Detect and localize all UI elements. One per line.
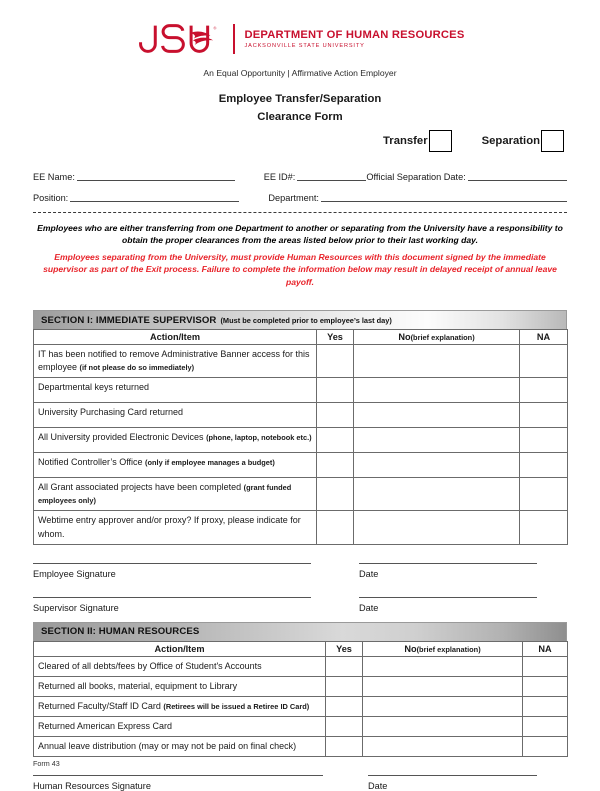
row-yes-cell[interactable] [317,453,354,478]
form-title-line1: Employee Transfer/Separation [218,93,382,105]
letterhead [0,0,600,56]
col-na: NA [523,641,568,656]
hr-signature-row [33,775,567,791]
ee-id-input[interactable] [297,169,366,181]
col-yes: Yes [317,330,354,345]
position-label: Position: [33,193,69,203]
hr-signature-field[interactable] [33,775,323,791]
row-na-cell[interactable] [520,345,568,378]
row-na-cell[interactable] [520,428,568,453]
col-action-item: Action/Item [34,641,326,656]
separation-label: Separation [481,135,540,147]
row-no-cell[interactable] [354,478,520,511]
type-checkbox-row [0,130,600,152]
field-row-2 [33,190,567,203]
row-na-cell[interactable] [523,676,568,696]
section2-table [33,641,568,757]
transfer-checkbox[interactable] [429,130,452,152]
col-no: No(brief explanation) [354,330,520,345]
department-lines [244,29,464,49]
row-item-label: Departmental keys returned [34,378,317,403]
row-yes-cell[interactable] [317,403,354,428]
row-item-label: Returned all books, material, equipment to Library [34,676,326,696]
ee-id-label: EE ID#: [263,172,296,182]
hr-date-label: Date [368,780,388,791]
row-item-label: Webtime entry approver and/or proxy? If proxy, please indicate for whom. [34,511,317,544]
col-yes: Yes [326,641,363,656]
employee-date-field[interactable] [359,563,537,579]
section1-signatures [33,563,567,613]
svg-text:®: ® [213,25,218,31]
row-na-cell[interactable] [523,696,568,716]
separation-date-label: Official Separation Date: [366,172,466,182]
supervisor-signature-label: Supervisor Signature [33,602,119,613]
row-no-cell[interactable] [363,656,523,676]
table-row [34,656,568,676]
table-row [34,428,568,453]
row-na-cell[interactable] [520,478,568,511]
employee-signature-field[interactable] [33,563,311,579]
university-name: JACKSONVILLE STATE UNIVERSITY [244,43,365,49]
section1-header [33,310,567,329]
row-no-cell[interactable] [363,676,523,696]
ee-name-label: EE Name: [33,172,75,182]
employee-signature-row [33,563,567,579]
row-no-cell[interactable] [354,378,520,403]
row-item-label: Returned Faculty/Staff ID Card (Retirees will be issued a Retiree ID Card) [34,696,326,716]
section1-note: (Must be completed prior to employee’s last day) [220,315,392,325]
logo-block [135,22,464,56]
field-row-1 [33,169,567,182]
row-na-cell[interactable] [523,736,568,756]
form-title-line2: Clearance Form [257,110,343,123]
row-na-cell[interactable] [520,403,568,428]
hr-signature-label: Human Resources Signature [33,780,151,791]
supervisor-date-label: Date [359,602,379,613]
department-label: Department: [268,193,319,203]
row-yes-cell[interactable] [326,676,363,696]
row-item-label: Returned American Express Card [34,716,326,736]
position-input[interactable] [70,190,239,202]
row-na-cell[interactable] [523,716,568,736]
notice-red: Employees separating from the University, must provide Human Resources with this document signed by the immediate supervisor as part of the Exit process. Failure to complete the information below may result in delayed receipt of annual leave payoff. [43,251,557,287]
table-row [34,736,568,756]
table-row [34,676,568,696]
row-no-cell[interactable] [354,453,520,478]
department-input[interactable] [321,190,567,202]
row-yes-cell[interactable] [326,656,363,676]
row-yes-cell[interactable] [317,378,354,403]
row-yes-cell[interactable] [326,736,363,756]
hr-date-field[interactable] [368,775,537,791]
row-no-cell[interactable] [354,428,520,453]
row-na-cell[interactable] [523,656,568,676]
row-yes-cell[interactable] [317,478,354,511]
row-no-cell[interactable] [354,511,520,544]
row-yes-cell[interactable] [317,428,354,453]
row-no-cell[interactable] [363,696,523,716]
dashed-divider [33,212,567,213]
row-item-label: All University provided Electronic Devices (phone, laptop, notebook etc.) [34,428,317,453]
section2-body [34,656,568,756]
table-row [34,378,568,403]
row-na-cell[interactable] [520,378,568,403]
row-item-label: Annual leave distribution (may or may not be paid on final check) [34,736,326,756]
table-row [34,511,568,544]
supervisor-signature-row [33,597,567,613]
row-no-cell[interactable] [363,716,523,736]
row-na-cell[interactable] [520,511,568,544]
separation-date-input[interactable] [468,169,567,181]
col-na: NA [520,330,568,345]
section2-header-row [34,641,568,656]
row-item-label: University Purchasing Card returned [34,403,317,428]
row-item-label: All Grant associated projects have been completed (grant funded employees only) [34,478,317,511]
table-row [34,403,568,428]
eeo-statement: An Equal Opportunity | Affirmative Action Employer [203,68,397,78]
col-no: No(brief explanation) [363,641,523,656]
row-no-cell[interactable] [354,345,520,378]
supervisor-signature-field[interactable] [33,597,311,613]
employee-signature-label: Employee Signature [33,568,116,579]
row-na-cell[interactable] [520,453,568,478]
section1-header-row [34,330,568,345]
row-item-label: Cleared of all debts/fees by Office of Student's Accounts [34,656,326,676]
table-row [34,478,568,511]
section1-body [34,345,568,544]
table-row [34,453,568,478]
section1-table [33,329,568,544]
ee-name-input[interactable] [77,169,235,181]
row-item-label: Notified Controller’s Office (only if employee manages a budget) [34,453,317,478]
row-yes-cell[interactable] [317,345,354,378]
col-action-item: Action/Item [34,330,317,345]
employee-date-label: Date [359,568,379,579]
row-no-cell[interactable] [363,736,523,756]
footer-form-number: Form 43 [33,759,60,768]
row-no-cell[interactable] [354,403,520,428]
jsu-logo-icon [135,22,227,56]
table-row [34,345,568,378]
section1-label: SECTION I: IMMEDIATE SUPERVISOR [41,314,217,326]
row-yes-cell[interactable] [326,696,363,716]
identity-fields [33,169,567,203]
notice-black: Employees who are either transferring from one Department to another or separating from the University have a responsibility to obtain the proper clearances from the areas listed below prior to their last working day. [37,223,563,246]
separation-checkbox[interactable] [541,130,564,152]
transfer-label: Transfer [383,135,428,147]
department-title: DEPARTMENT OF HUMAN RESOURCES [244,29,465,41]
supervisor-date-field[interactable] [359,597,537,613]
section2-header [33,622,567,641]
logo-divider [233,24,235,54]
section2-label: SECTION II: HUMAN RESOURCES [41,626,200,638]
table-row [34,716,568,736]
form-title [0,91,600,126]
row-yes-cell[interactable] [326,716,363,736]
table-row [34,696,568,716]
row-item-label: IT has been notified to remove Administrative Banner access for this employee (if not please do so immediately) [34,345,317,378]
section2-signatures [33,775,567,791]
row-yes-cell[interactable] [317,511,354,544]
